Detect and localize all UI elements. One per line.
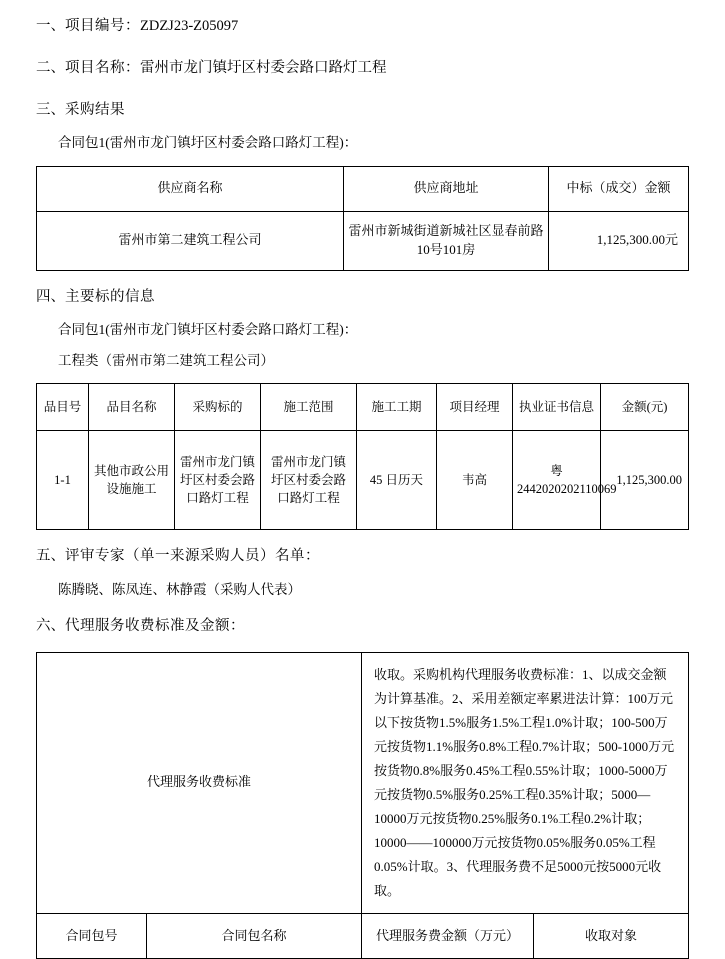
item-name-cell: 其他市政公用设施施工 <box>89 430 175 529</box>
section-2-label: 项目名称： <box>65 59 140 76</box>
fee-amount-header: 代理服务费金额（万元） <box>362 913 534 958</box>
table-header-row <box>37 383 689 430</box>
item-target-cell: 雷州市龙门镇圩区村委会路口路灯工程 <box>175 430 261 529</box>
section-3-number: 三、 <box>36 101 65 118</box>
item-duration-cell: 45 日历天 <box>357 430 437 529</box>
item-license-cell: 粤2442020202110069 <box>513 430 601 529</box>
item-scope-cell: 雷州市龙门镇圩区村委会路口路灯工程 <box>261 430 357 529</box>
item-license-header: 执业证书信息 <box>513 383 601 430</box>
supplier-table <box>36 166 689 271</box>
supplier-address-header: 供应商地址 <box>344 166 549 211</box>
section-4-label: 主要标的信息 <box>65 288 155 305</box>
project-name-value: 雷州市龙门镇圩区村委会路口路灯工程 <box>140 59 387 76</box>
supplier-name-header: 供应商名称 <box>37 166 344 211</box>
package-line-target: 合同包1(雷州市龙门镇圩区村委会路口路灯工程)： <box>58 322 358 338</box>
item-no-header: 品目号 <box>37 383 89 430</box>
item-amount-cell: 1,125,300.00 <box>601 430 689 529</box>
table-header-row <box>37 166 689 211</box>
section-review-experts <box>36 546 725 568</box>
table-header-row <box>37 913 689 958</box>
section-purchase-result <box>36 100 725 122</box>
section-4-number: 四、 <box>36 288 65 305</box>
section-6-number: 六、 <box>36 617 65 634</box>
item-no-cell: 1-1 <box>37 430 89 529</box>
item-name-header: 品目名称 <box>89 383 175 430</box>
section-3-label: 采购结果 <box>65 101 125 118</box>
table-row <box>37 430 689 529</box>
section-1-label: 项目编号： <box>65 18 140 34</box>
section-2-number: 二、 <box>36 59 65 76</box>
section-5-label: 评审专家（单一来源采购人员）名单： <box>65 547 320 564</box>
items-table <box>36 383 689 530</box>
section-project-name <box>36 58 725 80</box>
supplier-amount-header: 中标（成交）金额 <box>549 166 689 211</box>
fee-standard-label: 代理服务收费标准 <box>37 652 362 913</box>
agency-fee-table <box>36 652 689 959</box>
item-duration-header: 施工工期 <box>357 383 437 430</box>
section-5-number: 五、 <box>36 547 65 564</box>
supplier-address-cell: 雷州市新城街道新城社区显春前路10号101房 <box>344 211 549 270</box>
package-line-result: 合同包1(雷州市龙门镇圩区村委会路口路灯工程)： <box>58 135 358 151</box>
section-project-number <box>36 16 725 38</box>
fee-payer-header: 收取对象 <box>534 913 689 958</box>
section-6-label: 代理服务收费标准及金额： <box>65 617 245 634</box>
item-manager-cell: 韦高 <box>437 430 513 529</box>
item-target-header: 采购标的 <box>175 383 261 430</box>
project-number-value: ZDZJ23-Z05097 <box>140 18 239 34</box>
fee-standard-row <box>37 652 689 913</box>
fee-standard-text: 收取。采购机构代理服务收费标准：1、以成交金额为计算基准。2、采用差额定率累进法计算：100万元以下按货物1.5%服务1.5%工程1.0%计取；100-500万元按货物1.1%服务0.8%工程0.7%计取；500-1000万元按货物0.8%服务0.45%工程0.55%计取；1000-5000万元按货物0.5%服务0.25%工程0.35%计取；5000—10000万元按货物0.25%服务0.1%工程0.2%计取；10000——100000万元按货物0.05%服务0.05%工程0.05%计取。3、代理服务费不足5000元按5000元收取。 <box>362 652 689 913</box>
item-scope-header: 施工范围 <box>261 383 357 430</box>
table-row <box>37 211 689 270</box>
section-main-target-info <box>36 287 725 309</box>
fee-package-no-header: 合同包号 <box>37 913 147 958</box>
item-manager-header: 项目经理 <box>437 383 513 430</box>
supplier-name-cell: 雷州市第二建筑工程公司 <box>37 211 344 270</box>
experts-list: 陈腾晓、陈凤连、林静霞（采购人代表） <box>58 581 301 597</box>
category-line: 工程类（雷州市第二建筑工程公司） <box>58 352 274 368</box>
section-1-number: 一、 <box>36 18 65 34</box>
item-amount-header: 金额(元) <box>601 383 689 430</box>
fee-package-name-header: 合同包名称 <box>147 913 362 958</box>
supplier-amount-cell: 1,125,300.00元 <box>549 211 689 270</box>
section-agency-fee <box>36 616 725 638</box>
